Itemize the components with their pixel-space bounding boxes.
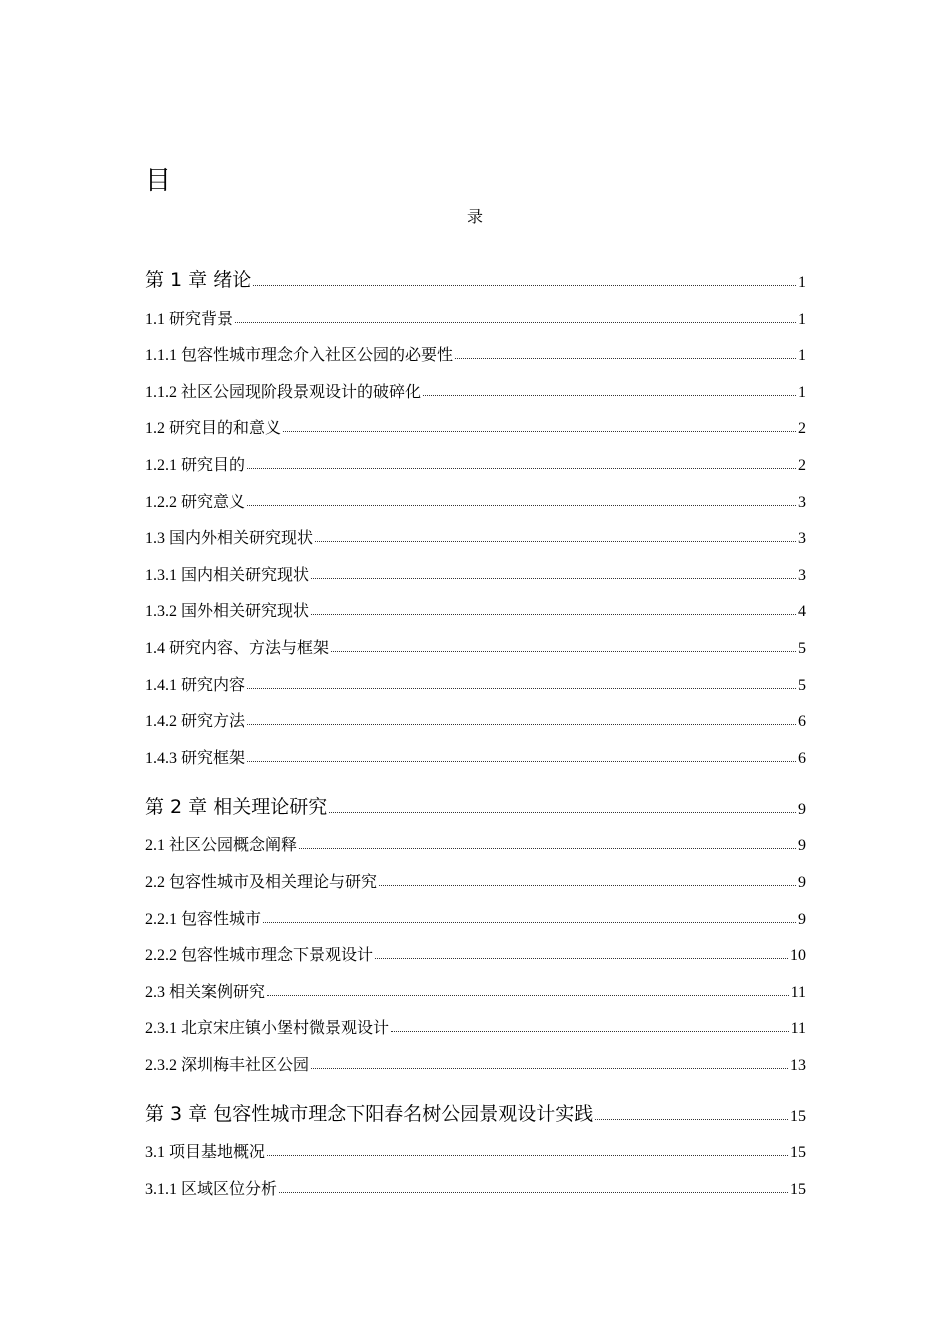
- toc-section-entry[interactable]: [145, 402, 806, 439]
- toc-section-entry[interactable]: [145, 731, 806, 768]
- toc-section-entry[interactable]: [145, 892, 806, 929]
- toc-entry-label: 2.3 相关案例研究: [145, 983, 266, 1001]
- toc-entry-page-number: 9: [798, 800, 806, 818]
- toc-entry-label: 3.1.1 区域区位分析: [145, 1181, 278, 1199]
- toc-section-entry[interactable]: [145, 475, 806, 512]
- toc-entry-page-number: 5: [798, 676, 806, 694]
- table-of-contents: [145, 244, 806, 1199]
- toc-entry-label: 1.2.2 研究意义: [145, 493, 246, 511]
- toc-dot-leader: [455, 357, 796, 359]
- toc-section-entry[interactable]: [145, 512, 806, 549]
- toc-chapter-entry[interactable]: [145, 771, 806, 819]
- toc-entry-label: 1.2.1 研究目的: [145, 456, 246, 474]
- toc-dot-leader: [315, 540, 796, 542]
- toc-section-entry[interactable]: [145, 292, 806, 329]
- toc-entry-label: 2.3.2 深圳梅丰社区公园: [145, 1056, 310, 1074]
- toc-entry-page-number: 2: [798, 420, 806, 438]
- toc-entry-label: 1.3.1 国内相关研究现状: [145, 566, 310, 584]
- toc-entry-label: 2.1 社区公园概念阐释: [145, 837, 298, 855]
- toc-entry-label: 1.1.2 社区公园现阶段景观设计的破碎化: [145, 383, 422, 401]
- toc-entry-label: 第 1 章 绪论: [145, 269, 252, 291]
- toc-dot-leader: [247, 723, 796, 725]
- toc-entry-label: 1.4.1 研究内容: [145, 676, 246, 694]
- toc-dot-leader: [263, 921, 796, 923]
- toc-section-entry[interactable]: [145, 621, 806, 658]
- toc-entry-page-number: 13: [790, 1056, 806, 1074]
- toc-section-entry[interactable]: [145, 965, 806, 1002]
- toc-entry-page-number: 2: [798, 456, 806, 474]
- toc-dot-leader: [375, 957, 788, 959]
- toc-dot-leader: [253, 284, 796, 286]
- toc-entry-label: 1.1.1 包容性城市理念介入社区公园的必要性: [145, 347, 454, 365]
- toc-dot-leader: [379, 884, 796, 886]
- toc-section-entry[interactable]: [145, 658, 806, 695]
- toc-entry-page-number: 1: [798, 383, 806, 401]
- toc-entry-label: 1.4 研究内容、方法与框架: [145, 639, 330, 657]
- toc-dot-leader: [247, 504, 796, 506]
- toc-section-entry[interactable]: [145, 438, 806, 475]
- toc-entry-page-number: 1: [798, 310, 806, 328]
- toc-dot-leader: [595, 1118, 788, 1120]
- toc-entry-page-number: 15: [790, 1181, 806, 1199]
- toc-entry-label: 2.2.1 包容性城市: [145, 910, 262, 928]
- toc-section-entry[interactable]: [145, 1126, 806, 1163]
- toc-entry-label: 2.3.1 北京宋庄镇小堡村微景观设计: [145, 1020, 390, 1038]
- toc-section-entry[interactable]: [145, 365, 806, 402]
- toc-entry-page-number: 11: [790, 983, 806, 1001]
- toc-entry-page-number: 11: [790, 1020, 806, 1038]
- toc-dot-leader: [283, 430, 796, 432]
- toc-title: 目: [145, 166, 172, 196]
- toc-dot-leader: [391, 1030, 789, 1032]
- toc-entry-label: 1.2 研究目的和意义: [145, 420, 282, 438]
- toc-dot-leader: [247, 687, 796, 689]
- toc-entry-label: 2.2.2 包容性城市理念下景观设计: [145, 947, 374, 965]
- toc-entry-page-number: 9: [798, 910, 806, 928]
- toc-section-entry[interactable]: [145, 585, 806, 622]
- toc-entry-page-number: 3: [798, 530, 806, 548]
- toc-entry-page-number: 10: [790, 947, 806, 965]
- toc-entry-page-number: 15: [790, 1107, 806, 1125]
- toc-entry-label: 1.4.2 研究方法: [145, 713, 246, 731]
- toc-chapter-entry[interactable]: [145, 1078, 806, 1126]
- toc-entry-label: 第 2 章 相关理论研究: [145, 795, 328, 818]
- toc-dot-leader: [311, 613, 796, 615]
- toc-dot-leader: [329, 811, 796, 813]
- toc-entry-page-number: 6: [798, 713, 806, 731]
- toc-entry-page-number: 15: [790, 1144, 806, 1162]
- toc-entry-page-number: 5: [798, 639, 806, 657]
- toc-entry-label: 1.3 国内外相关研究现状: [145, 530, 314, 548]
- toc-section-entry[interactable]: [145, 855, 806, 892]
- toc-dot-leader: [299, 847, 796, 849]
- toc-title-continuation: 录: [466, 209, 483, 226]
- toc-entry-page-number: 6: [798, 749, 806, 767]
- toc-section-entry[interactable]: [145, 1038, 806, 1075]
- toc-entry-page-number: 1: [798, 347, 806, 365]
- toc-section-entry[interactable]: [145, 1162, 806, 1199]
- toc-chapter-entry[interactable]: [145, 244, 806, 292]
- toc-entry-page-number: 1: [798, 274, 806, 291]
- toc-entry-label: 1.3.2 国外相关研究现状: [145, 603, 310, 621]
- toc-entry-label: 3.1 项目基地概况: [145, 1144, 266, 1162]
- toc-dot-leader: [279, 1191, 788, 1193]
- toc-entry-label: 1.1 研究背景: [145, 310, 234, 328]
- toc-entry-page-number: 3: [798, 566, 806, 584]
- toc-entry-page-number: 4: [798, 603, 806, 621]
- toc-section-entry[interactable]: [145, 695, 806, 732]
- toc-entry-label: 2.2 包容性城市及相关理论与研究: [145, 873, 378, 891]
- toc-dot-leader: [247, 760, 796, 762]
- toc-section-entry[interactable]: [145, 548, 806, 585]
- toc-entry-page-number: 9: [798, 837, 806, 855]
- toc-entry-page-number: 3: [798, 493, 806, 511]
- toc-entry-label: 1.4.3 研究框架: [145, 749, 246, 767]
- toc-dot-leader: [235, 321, 796, 323]
- toc-entry-page-number: 9: [798, 873, 806, 891]
- toc-dot-leader: [423, 394, 796, 396]
- toc-section-entry[interactable]: [145, 929, 806, 966]
- toc-dot-leader: [331, 650, 796, 652]
- toc-dot-leader: [267, 1154, 788, 1156]
- toc-entry-label: 第 3 章 包容性城市理念下阳春名树公园景观设计实践: [145, 1102, 594, 1125]
- toc-dot-leader: [267, 994, 789, 996]
- toc-section-entry[interactable]: [145, 819, 806, 856]
- toc-dot-leader: [247, 467, 796, 469]
- toc-section-entry[interactable]: [145, 329, 806, 366]
- toc-section-entry[interactable]: [145, 1002, 806, 1039]
- toc-dot-leader: [311, 577, 796, 579]
- toc-dot-leader: [311, 1067, 788, 1069]
